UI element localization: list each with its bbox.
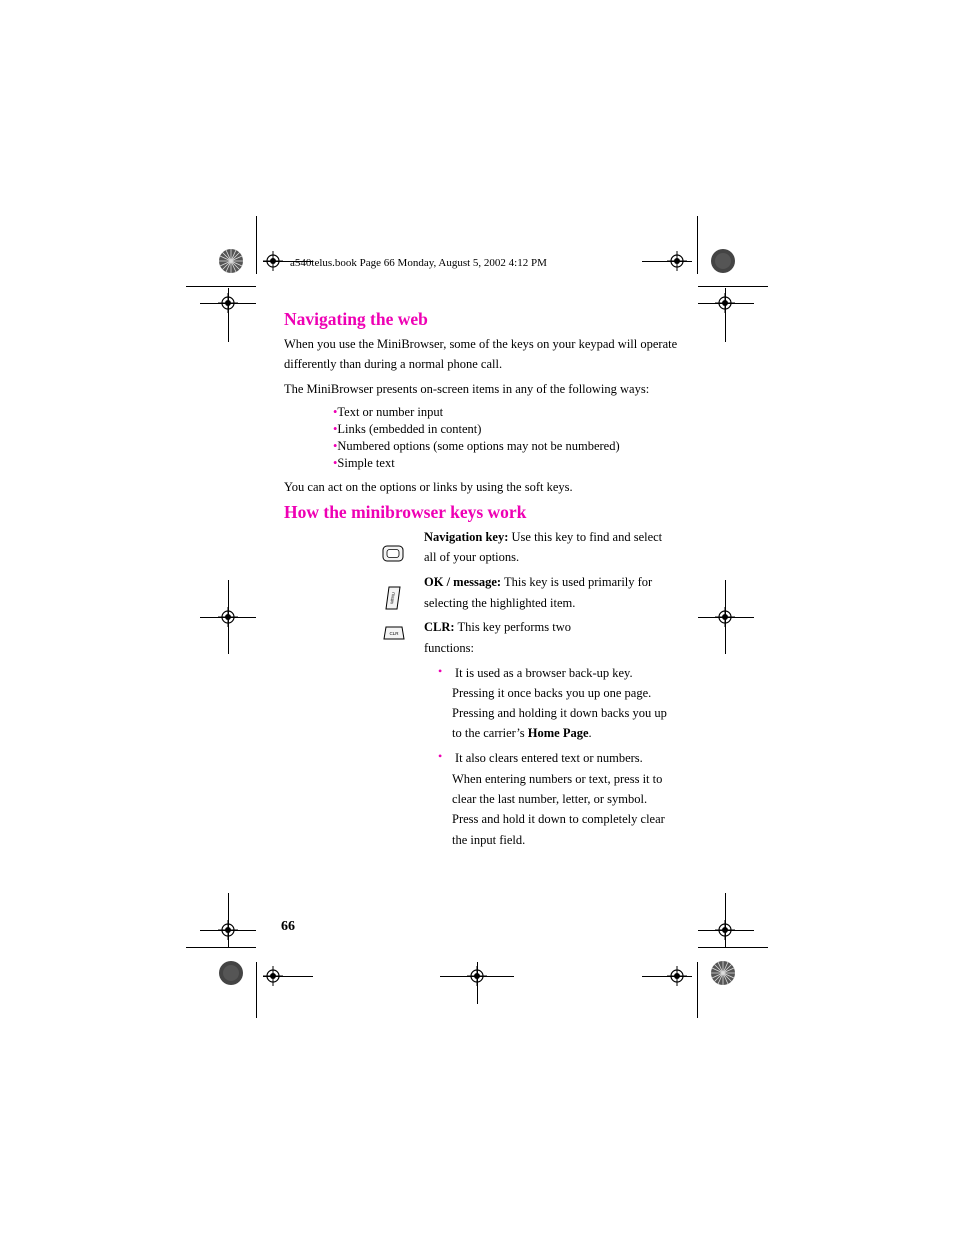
section-title-navigating-web: Navigating the web xyxy=(284,309,428,329)
ok-message-key-icon xyxy=(384,586,402,615)
rosette-target-icon xyxy=(710,960,736,986)
list-item: •Numbered options (some options may not be numbered) xyxy=(333,439,620,453)
clr-bullet1-line3: Pressing and holding it down backs you up xyxy=(452,706,667,720)
paragraph: The MiniBrowser presents on-screen items in any of the following ways: xyxy=(284,382,650,396)
registration-mark-icon xyxy=(467,966,487,986)
page-number: 66 xyxy=(281,919,295,934)
registration-mark-icon xyxy=(218,607,238,627)
ok-key-description-line2: selecting the highlighted item. xyxy=(424,596,576,610)
trim-line xyxy=(256,962,257,1018)
trim-line xyxy=(697,962,698,1018)
registration-mark-icon xyxy=(218,293,238,313)
paragraph-line: When you use the MiniBrowser, some of the keys on your keypad will operate xyxy=(284,337,678,351)
svg-text:MENU: MENU xyxy=(389,591,396,605)
print-info-line: a540telus.book Page 66 Monday, August 5, 2002 4:12 PM xyxy=(290,257,547,269)
clr-bullet1-line1: It is used as a browser back-up key. xyxy=(455,666,633,680)
nav-key-description-line1: Navigation key: Use this key to find and select xyxy=(424,530,663,544)
clr-bullet2-line3: clear the last number, letter, or symbol. xyxy=(452,792,648,806)
trim-line xyxy=(698,947,768,948)
clr-bullet2-line4: Press and hold it down to completely clear xyxy=(452,812,665,826)
registration-mark-icon xyxy=(715,293,735,313)
registration-mark-icon xyxy=(667,251,687,271)
trim-line xyxy=(186,286,256,287)
list-item: •Links (embedded in content) xyxy=(333,422,482,436)
rosette-target-icon xyxy=(710,248,736,274)
trim-line xyxy=(256,216,257,274)
clr-key-description-line2: functions: xyxy=(424,641,474,655)
nav-key-description-line2: all of your options. xyxy=(424,550,520,564)
ok-key-description-line1: OK / message: This key is used primarily for xyxy=(424,575,653,589)
list-item: •Text or number input xyxy=(333,405,444,419)
trim-line xyxy=(698,286,768,287)
clr-bullet2-line1: It also clears entered text or numbers. xyxy=(455,751,643,765)
svg-text:CLR: CLR xyxy=(389,631,399,636)
bullet-icon: • xyxy=(333,456,338,470)
registration-mark-icon xyxy=(715,607,735,627)
registration-mark-icon xyxy=(263,966,283,986)
section-title-minibrowser-keys: How the minibrowser keys work xyxy=(284,502,527,522)
clr-key-description-line1: CLR: This key performs two xyxy=(424,620,571,634)
clr-bullet2-line5: the input field. xyxy=(452,833,526,847)
paragraph-line: differently than during a normal phone call. xyxy=(284,357,503,371)
bullet-icon: • xyxy=(438,664,443,678)
registration-mark-icon xyxy=(218,920,238,940)
clr-key-icon xyxy=(383,626,405,645)
registration-mark-icon xyxy=(667,966,687,986)
bullet-icon: • xyxy=(333,405,338,419)
bullet-icon: • xyxy=(333,422,338,436)
paragraph: You can act on the options or links by using the soft keys. xyxy=(284,480,573,494)
clr-bullet1-line4: to the carrier’s Home Page. xyxy=(452,726,592,740)
registration-mark-icon xyxy=(715,920,735,940)
trim-line xyxy=(697,216,698,274)
bullet-icon: • xyxy=(438,749,443,763)
registration-mark-icon xyxy=(263,251,283,271)
navigation-key-icon xyxy=(382,545,404,567)
list-item: •Simple text xyxy=(333,456,395,470)
clr-bullet1-line2: Pressing it once backs you up one page. xyxy=(452,686,652,700)
rosette-target-icon xyxy=(218,960,244,986)
clr-bullet2-line2: When entering numbers or text, press it to xyxy=(452,772,663,786)
trim-line xyxy=(186,947,256,948)
rosette-target-icon xyxy=(218,248,244,274)
bullet-icon: • xyxy=(333,439,338,453)
